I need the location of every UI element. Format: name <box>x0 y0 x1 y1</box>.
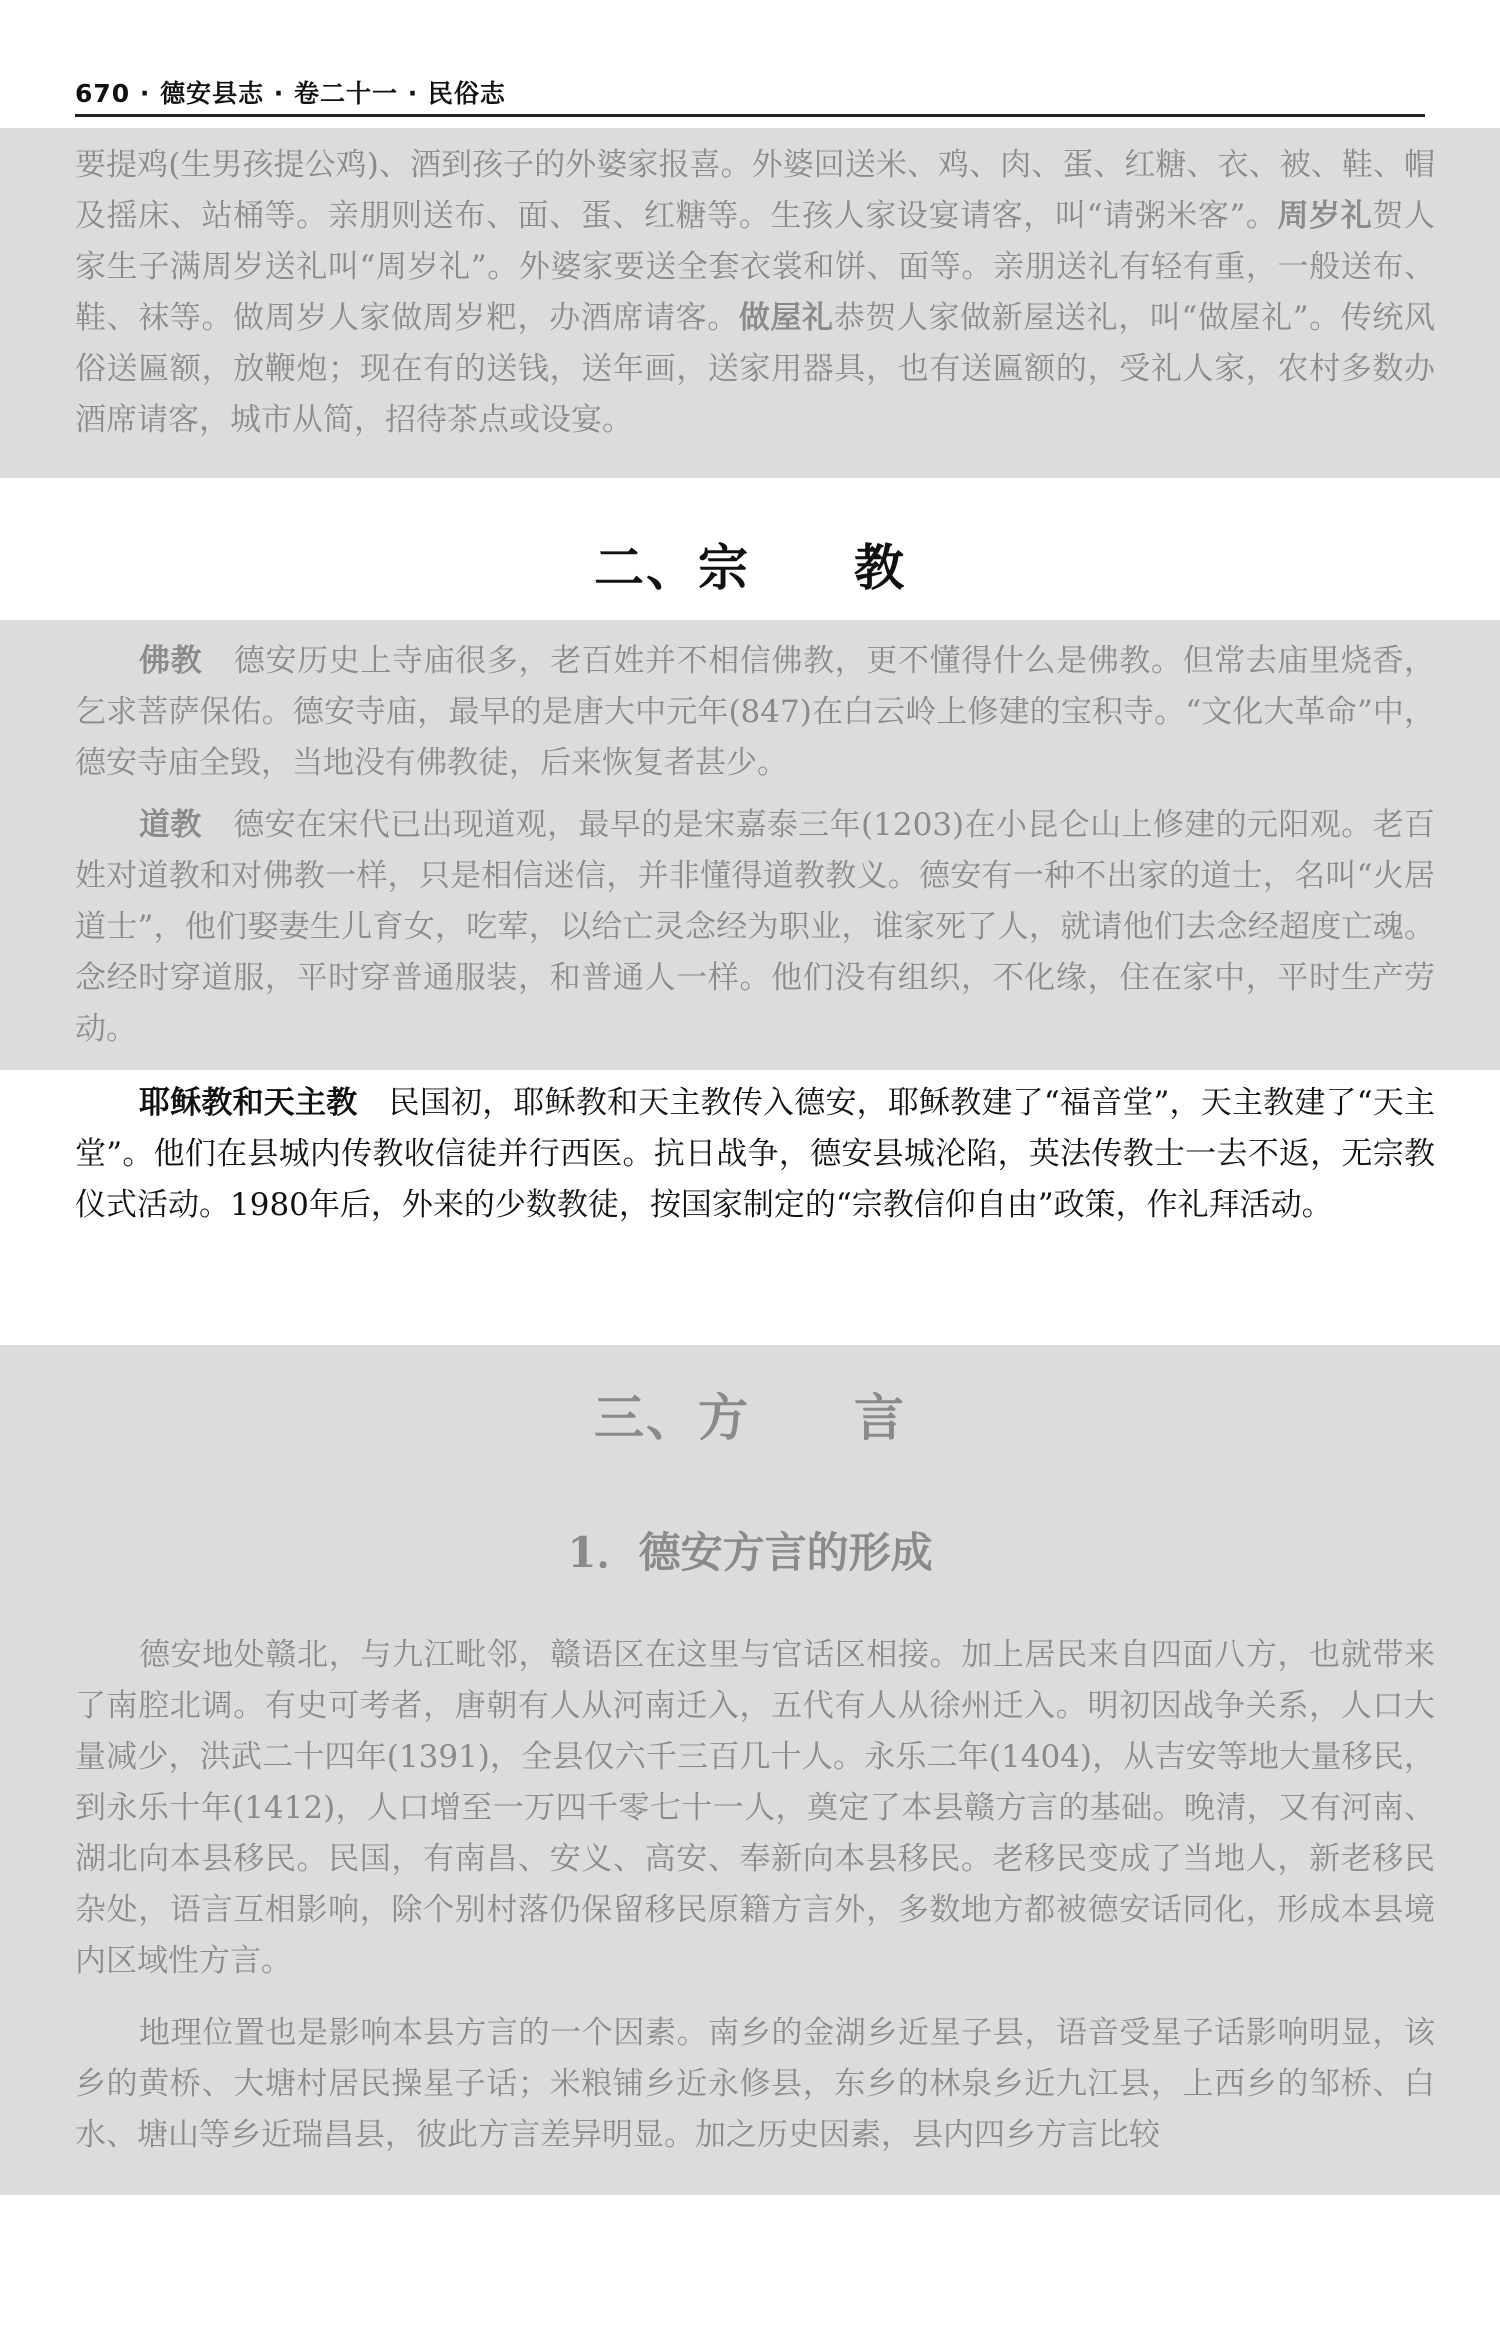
dialect-paragraph-1: 德安地处赣北，与九江毗邻，赣语区在这里与官话区相接。加上居民来自四面八方，也就带来了南腔北调。有史可考者，唐朝有人从河南迁入，五代有人从徐州迁入。明初因战争关系，人口大量减少，洪武二十四年(1391)，全县仅六千三百几十人。永乐二年(1404)，从吉安等地大量移民，到永乐十年(1412)，人口增至一万四千零七十一人，奠定了本县赣方言的基础。晚清，又有河南、湖北向本县移民。民国，有南昌、安义、高安、奉新向本县移民。老移民变成了当地人，新老移民杂处，语言互相影响，除个别村落仍保留移民原籍方言外，多数地方都被德安话同化，形成本县境内区域性方言。 <box>75 1637 1435 1979</box>
christianity-paragraph <box>75 1078 1435 1231</box>
section-title-dialect: 三、方 言 <box>594 1388 906 1447</box>
buddhism-paragraph <box>75 636 1435 789</box>
taoism-text: 德安在宋代已出现道观，最早的是宋嘉泰三年(1203)在小昆仑山上修建的元阳观。老百姓对道教和对佛教一样，只是相信迷信，并非懂得道教教义。德安有一种不出家的道士，名叫“火居道士”，他们娶妻生儿育女，吃荤，以给亡灵念经为职业，谁家死了人，就请他们去念经超度亡魂。念经时穿道服，平时穿普通服装，和普通人一样。他们没有组织，不化缘，住在家中，平时生产劳动。 <box>75 807 1436 1047</box>
buddhism-text: 德安历史上寺庙很多，老百姓并不相信佛教，更不懂得什么是佛教。但常去庙里烧香，乞求菩萨保佑。德安寺庙，最早的是唐大中元年(847)在白云岭上修建的宝积寺。“文化大革命”中，德安寺庙全毁，当地没有佛教徒，后来恢复者甚少。 <box>75 643 1435 781</box>
lead-zuowu: 做屋礼 <box>738 300 834 336</box>
lead-zhousui: 周岁礼 <box>1277 198 1373 234</box>
taoism-paragraph <box>75 800 1435 1055</box>
customs-text-1: 要提鸡(生男孩提公鸡)、酒到孩子的外婆家报喜。外婆回送米、鸡、肉、蛋、红糖、衣、被、鞋、帽及摇床、站桶等。亲朋则送布、面、蛋、红糖等。生孩人家设宴请客，叫“请粥米客”。 <box>75 147 1435 234</box>
lead-buddhism: 佛教 <box>139 643 203 679</box>
section-title-religion: 二、宗 教 <box>594 538 906 597</box>
subsection-title-dialect-formation: 1．德安方言的形成 <box>567 1528 933 1577</box>
customs-paragraph <box>75 140 1435 446</box>
christianity-text: 民国初，耶稣教和天主教传入德安，耶稣教建了“福音堂”，天主教建了“天主堂”。他们在县城内传教收信徒并行西医。抗日战争，德安县城沦陷，英法传教士一去不返，无宗教仪式活动。1980年后，外来的少数教徒，按国家制定的“宗教信仰自由”政策，作礼拜活动。 <box>75 1085 1436 1223</box>
lead-taoism: 道教 <box>139 807 202 843</box>
page-header: 670 · 德安县志 · 卷二十一 · 民俗志 <box>75 74 1425 117</box>
customs-text-2: 贺人家生子满周岁送礼叫“周岁礼”。外婆家要送全套衣裳和饼、面等。亲朋送礼有轻有重，一般送布、鞋、袜等。做周岁人家做周岁粑，办酒席请客。 <box>75 198 1436 336</box>
customs-text-3: 恭贺人家做新屋送礼，叫“做屋礼”。传统风俗送匾额，放鞭炮；现在有的送钱，送年画，送家用器具，也有送匾额的，受礼人家，农村多数办酒席请客，城市从简，招待茶点或设宴。 <box>75 300 1436 438</box>
lead-christianity: 耶稣教和天主教 <box>139 1085 358 1121</box>
dialect-paragraph-2: 地理位置也是影响本县方言的一个因素。南乡的金湖乡近星子县，语音受星子话影响明显，该乡的黄桥、大塘村居民操星子话；米粮铺乡近永修县，东乡的林泉乡近九江县，上西乡的邹桥、白水、塘山等乡近瑞昌县，彼此方言差异明显。加之历史因素，县内四乡方言比较 <box>75 2015 1435 2153</box>
